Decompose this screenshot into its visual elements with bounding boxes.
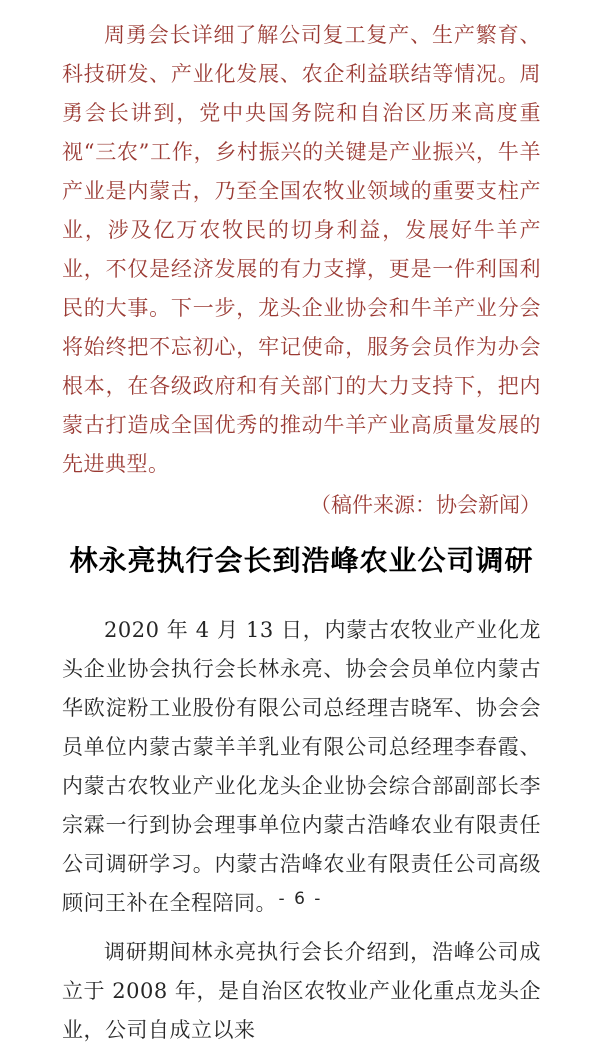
previous-article-closing-paragraph: 周勇会长详细了解公司复工复产、生产繁育、科技研发、产业化发展、农企利益联结等情况。周勇会长讲到，党中央国务院和自治区历来高度重视“三农”工作，乡村振兴的关键是产业振兴，牛羊产业是内蒙古，乃至全国农牧业领域的重要支柱产业，涉及亿万农牧民的切身利益，发展好牛羊产业，不仅是经济发展的有力支撑，更是一件利国利民的大事。下一步，龙头企业协会和牛羊产业分会将始终把不忘初心，牢记使命，服务会员作为办会根本，在各级政府和有关部门的大力支持下，把内蒙古打造成全国优秀的推动牛羊产业高质量发展的先进典型。 (62, 23, 541, 476)
source-credit: （稿件来源：协会新闻） (310, 493, 541, 517)
article-paragraph-2: 调研期间林永亮执行会长介绍到，浩峰公司成立于 2008 年，是自治区农牧业产业化重点龙头企业，公司自成立以来 (62, 940, 541, 1042)
article-title: 林永亮执行会长到浩峰农业公司调研 (69, 544, 534, 577)
page-number: - 6 - (278, 889, 323, 909)
article-paragraph-1: 2020 年 4 月 13 日，内蒙古农牧业产业化龙头企业协会执行会长林永亮、协会会员单位内蒙古华欧淀粉工业股份有限公司总经理吉晓军、协会会员单位内蒙古蒙羊羊乳业有限公司总经理李春霞、内蒙古农牧业产业化龙头企业协会综合部副部长李宗霖一行到协会理事单位内蒙古浩峰农业有限责任公司调研学习。内蒙古浩峰农业有限责任公司高级顾问王补在全程陪同。 (62, 618, 541, 915)
